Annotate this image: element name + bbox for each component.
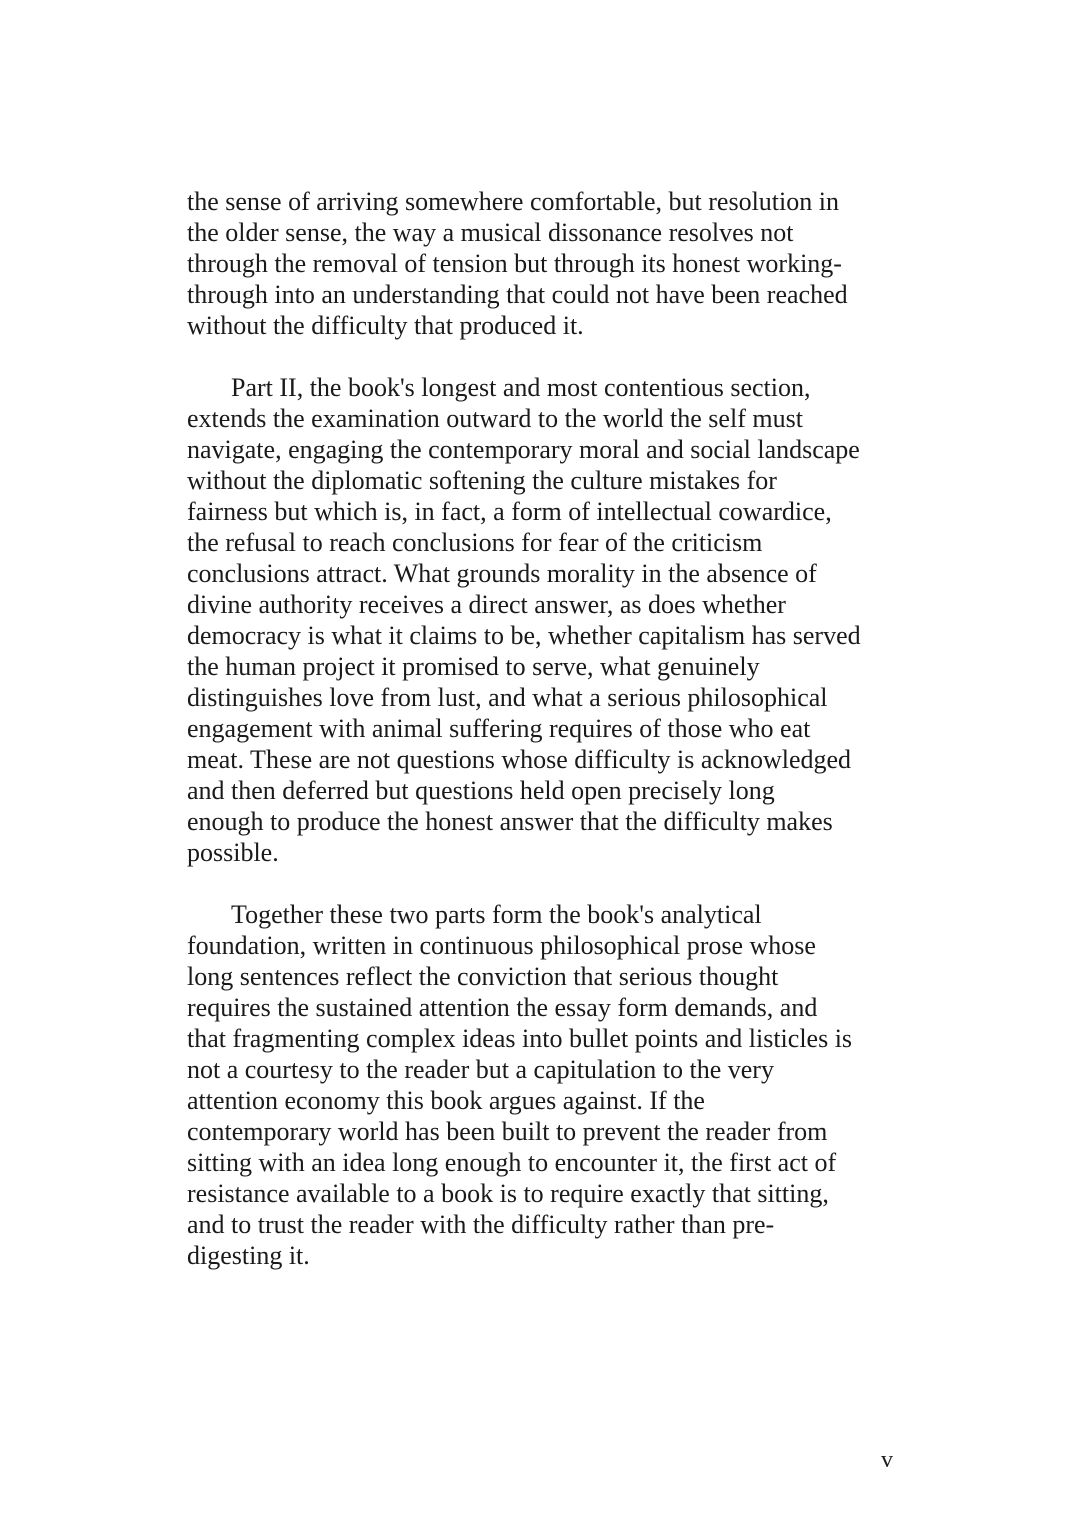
page-number: v [881, 1447, 893, 1473]
paragraph-part-two [187, 372, 897, 868]
paragraph-text: Part II, the book's longest and most contentious section, extends the examination outward to the world the self must navigate, engaging the contemporary moral and social landscape without the diplomatic softening the culture mistakes for fairness but which is, in fact, a form of intellectual cowardice, the refusal to reach conclusions for fear of the criticism conclusions attract. What grounds morality in the absence of divine authority receives a direct answer, as does whether democracy is what it claims to be, whether capitalism has served the human project it promised to serve, what genuinely distinguishes love from lust, and what a serious philosophical engagement with animal suffering requires of those who eat meat. These are not questions whose difficulty is acknowledged and then deferred but questions held open precisely long enough to produce the honest answer that the difficulty makes possible. [187, 373, 861, 867]
paragraph-continuation: the sense of arriving somewhere comfortable, but resolution in the older sense, the way a musical dissonance resolves not through the removal of tension but through its honest working- through into an understanding that could not have been reached without the difficulty that produced it. [187, 187, 848, 340]
paragraph-text: Together these two parts form the book's analytical foundation, written in continuous philosophical prose whose long sentences reflect the conviction that serious thought requires the sustained attention the essay form demands, and that fragmenting complex ideas into bullet points and listicles is not a courtesy to the reader but a capitulation to the very attention economy this book argues against. If the contemporary world has been built to prevent the reader from sitting with an idea long enough to encounter it, the first act of resistance available to a book is to require exactly that sitting, and to trust the reader with the difficulty rather than pre- digesting it. [187, 900, 853, 1270]
body-text [187, 186, 897, 1302]
paragraph-together [187, 899, 897, 1271]
